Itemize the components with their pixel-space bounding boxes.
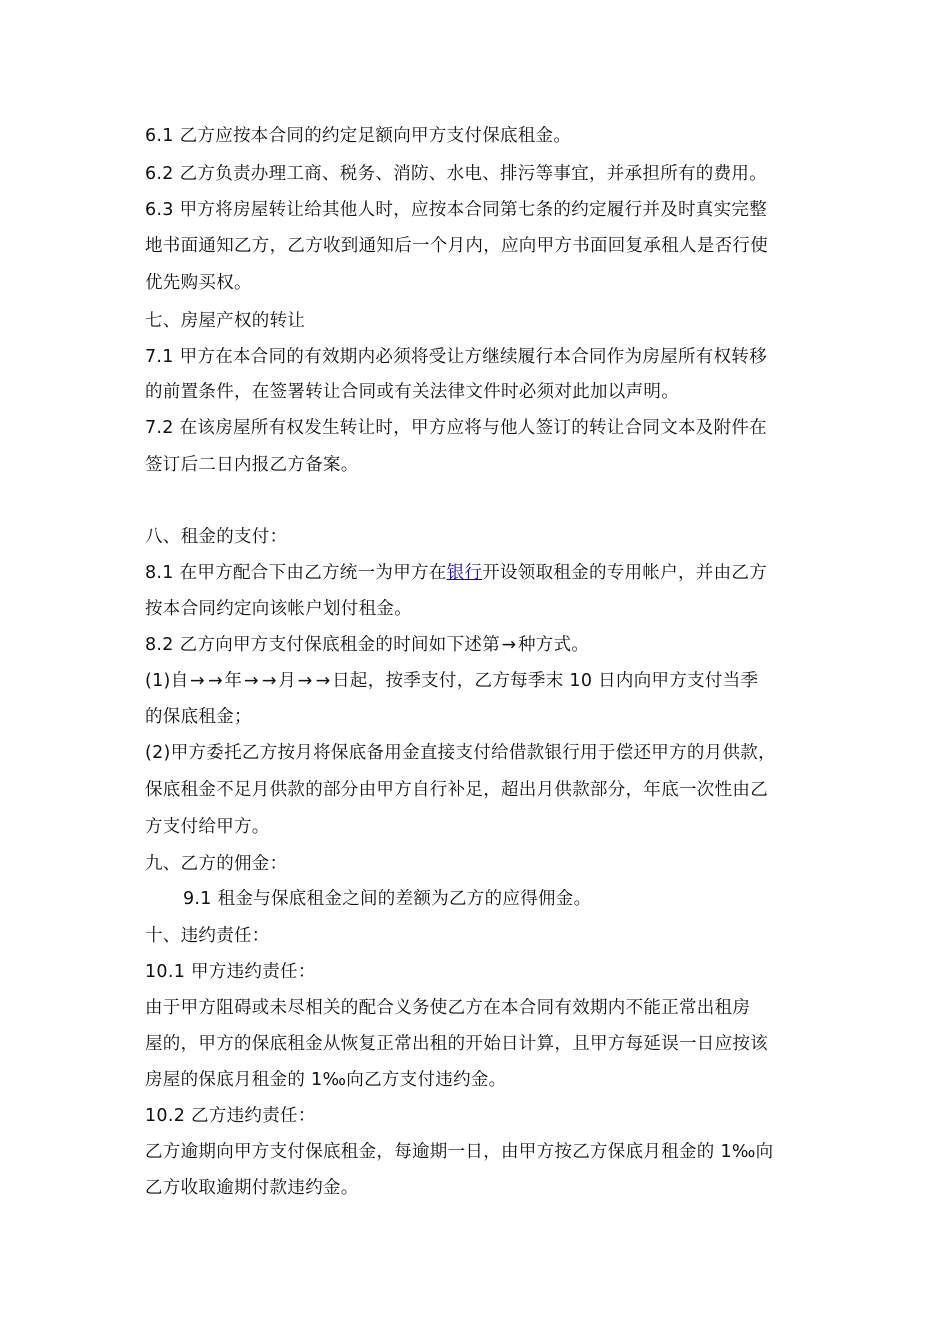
option-1-text-from: (1)自 (145, 671, 189, 691)
clause-8-2-text-b: 种方式。 (518, 635, 590, 655)
option-1-line-1 (145, 669, 825, 693)
option-1-line-2: 的保底租金； (145, 707, 252, 727)
clause-8-1-line-1 (145, 561, 825, 585)
blank-field-arrow: → (297, 671, 313, 691)
blank-field-arrow: → (208, 671, 223, 691)
clause-8-1-text-b: 开设领取租金的专用帐户，并由乙方 (482, 563, 768, 583)
clause-10-1-heading: 10.1 甲方违约责任： (145, 962, 316, 982)
blank-field-arrow: → (261, 671, 277, 691)
clause-10-2-line-1: 乙方逾期向甲方支付保底租金，每逾期一日，由甲方按乙方保底月租金的 1‰向 (145, 1142, 774, 1162)
clause-8-2-text-a: 8.2 乙方向甲方支付保底租金的时间如下述第 (145, 635, 500, 655)
option-2-line-1: (2)甲方委托乙方按月将保底备用金直接支付给借款银行用于偿还甲方的月供款， (145, 743, 776, 763)
option-1-text-rest: 日起，按季支付，乙方每季末 10 日内向甲方支付当季 (332, 671, 759, 691)
blank-field-arrow: → (190, 671, 205, 691)
clause-7-1-line-1: 7.1 甲方在本合同的有效期内必须将受让方继续履行本合同作为房屋所有权转移 (145, 347, 767, 367)
bank-link[interactable]: 银行 (446, 563, 483, 583)
option-2-line-2: 保底租金不足月供款的部分由甲方自行补足，超出月供款部分，年底一次性由乙 (145, 780, 768, 800)
clause-8-1-line-2: 按本合同约定向该帐户划付租金。 (145, 599, 412, 619)
clause-7-2-line-2: 签订后二日内报乙方备案。 (145, 455, 359, 475)
clause-10-2-heading: 10.2 乙方违约责任： (145, 1106, 316, 1126)
clause-6-3-line-3: 优先购买权。 (145, 273, 252, 293)
clause-6-1: 6.1 乙方应按本合同的约定足额向甲方支付保底租金。 (145, 126, 572, 146)
blank-field-arrow: → (501, 635, 517, 655)
clause-10-2-line-2: 乙方收取逾期付款违约金。 (145, 1178, 359, 1198)
option-1-text-month: 月 (278, 671, 297, 691)
blank-field-arrow: → (243, 671, 259, 691)
clause-6-3-line-2: 地书面通知乙方，乙方收到通知后一个月内，应向甲方书面回复承租人是否行使 (145, 236, 768, 256)
clause-6-3-line-1: 6.3 甲方将房屋转让给其他人时，应按本合同第七条的约定履行并及时真实完整 (145, 200, 767, 220)
blank-field-arrow: → (315, 671, 331, 691)
clause-10-1-line-3: 房屋的保底月租金的 1‰向乙方支付违约金。 (145, 1070, 507, 1090)
section-10-heading: 十、违约责任： (145, 926, 270, 946)
clause-9-1: 9.1 租金与保底租金之间的差额为乙方的应得佣金。 (183, 889, 592, 909)
clause-10-1-line-1: 由于甲方阻碍或未尽相关的配合义务使乙方在本合同有效期内不能正常出租房 (145, 998, 751, 1018)
option-1-text-year: 年 (224, 671, 243, 691)
section-9-heading: 九、乙方的佣金： (145, 854, 288, 874)
clause-7-1-line-2: 的前置条件，在签署转让合同或有关法律文件时必须对此加以声明。 (145, 382, 679, 402)
clause-10-1-line-2: 屋的，甲方的保底租金从恢复正常出租的开始日计算，且甲方每延误一日应按该 (145, 1034, 768, 1054)
clause-7-2-line-1: 7.2 在该房屋所有权发生转让时，甲方应将与他人签订的转让合同文本及附件在 (145, 418, 767, 438)
clause-8-1-text-a: 8.1 在甲方配合下由乙方统一为甲方在 (145, 563, 447, 583)
section-7-heading: 七、房屋产权的转让 (145, 311, 306, 331)
clause-8-2 (145, 633, 825, 657)
section-8-heading: 八、租金的支付： (145, 527, 288, 547)
clause-6-2: 6.2 乙方负责办理工商、税务、消防、水电、排污等事宜，并承担所有的费用。 (145, 164, 767, 184)
option-2-line-3: 方支付给甲方。 (145, 817, 270, 837)
